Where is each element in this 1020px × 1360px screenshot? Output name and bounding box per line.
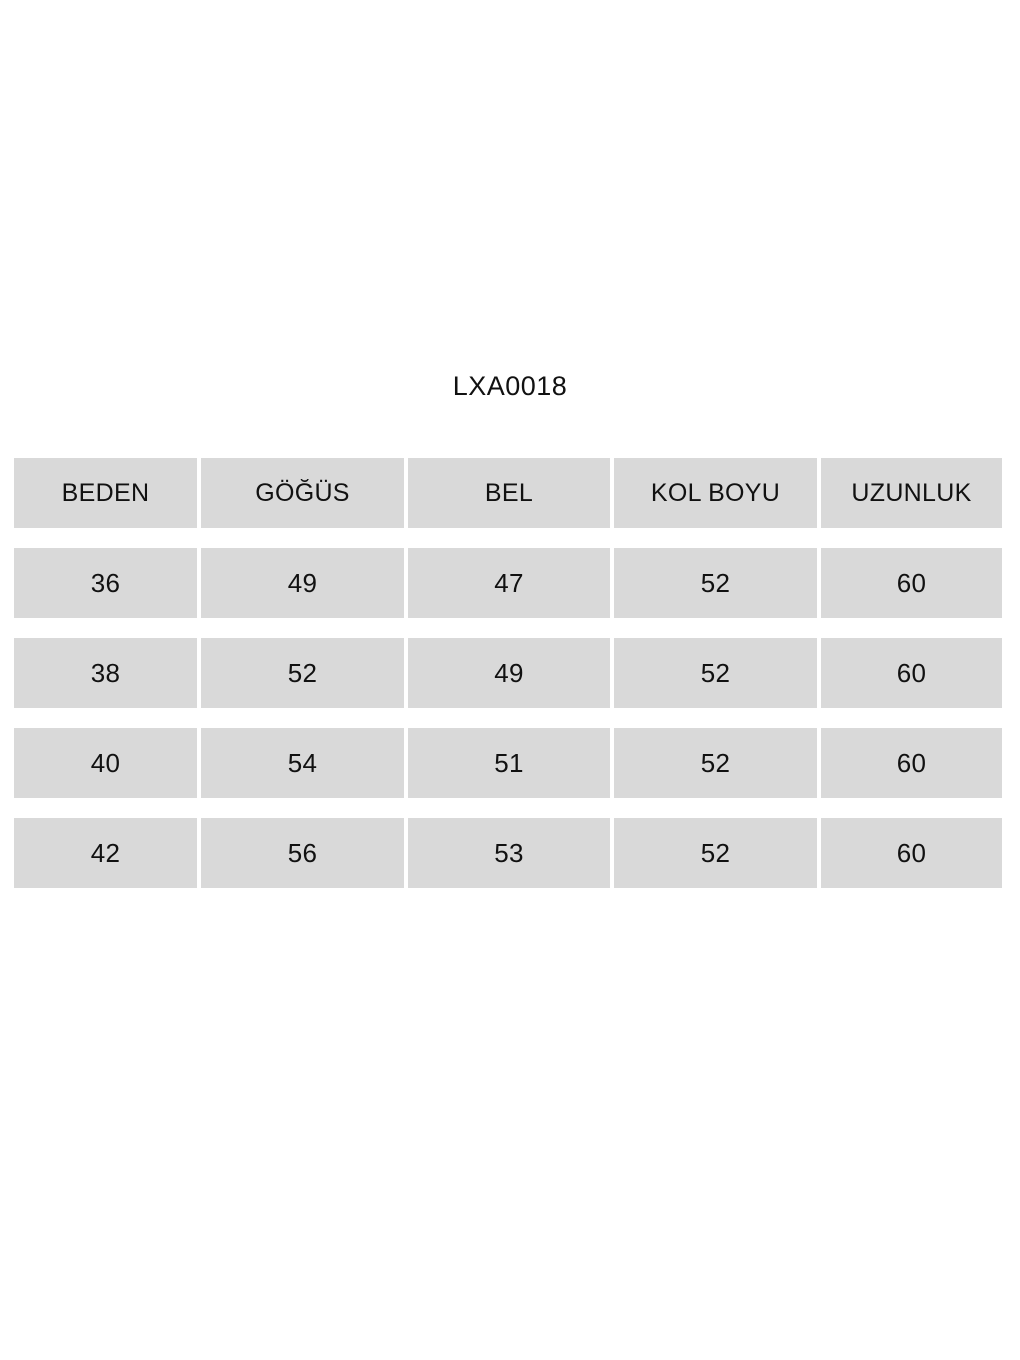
table-cell-beden: 42 [14,818,197,888]
table-cell-uzunluk: 60 [821,818,1002,888]
table-cell-gogus: 52 [201,638,404,708]
table-cell-beden: 38 [14,638,197,708]
header-cell-uzunluk: UZUNLUK [821,458,1002,528]
table-cell-gogus: 49 [201,548,404,618]
table-cell-kol-boyu: 52 [614,728,817,798]
table-cell-gogus: 56 [201,818,404,888]
table-cell-bel: 47 [408,548,610,618]
table-cell-bel: 49 [408,638,610,708]
table-cell-kol-boyu: 52 [614,548,817,618]
table-cell-uzunluk: 60 [821,548,1002,618]
header-cell-kol-boyu: KOL BOYU [614,458,817,528]
table-cell-bel: 53 [408,818,610,888]
table-cell-beden: 40 [14,728,197,798]
table-cell-uzunluk: 60 [821,728,1002,798]
table-cell-beden: 36 [14,548,197,618]
table-cell-uzunluk: 60 [821,638,1002,708]
table-row [0,728,1020,798]
table-cell-bel: 51 [408,728,610,798]
table-cell-kol-boyu: 52 [614,818,817,888]
header-cell-beden: BEDEN [14,458,197,528]
table-row [0,638,1020,708]
product-code-title: LXA0018 [452,371,568,401]
header-cell-bel: BEL [408,458,610,528]
table-row [0,548,1020,618]
size-table-header-row [0,458,1020,528]
table-cell-gogus: 54 [201,728,404,798]
header-cell-gogus: GÖĞÜS [201,458,404,528]
table-row [0,818,1020,888]
table-cell-kol-boyu: 52 [614,638,817,708]
